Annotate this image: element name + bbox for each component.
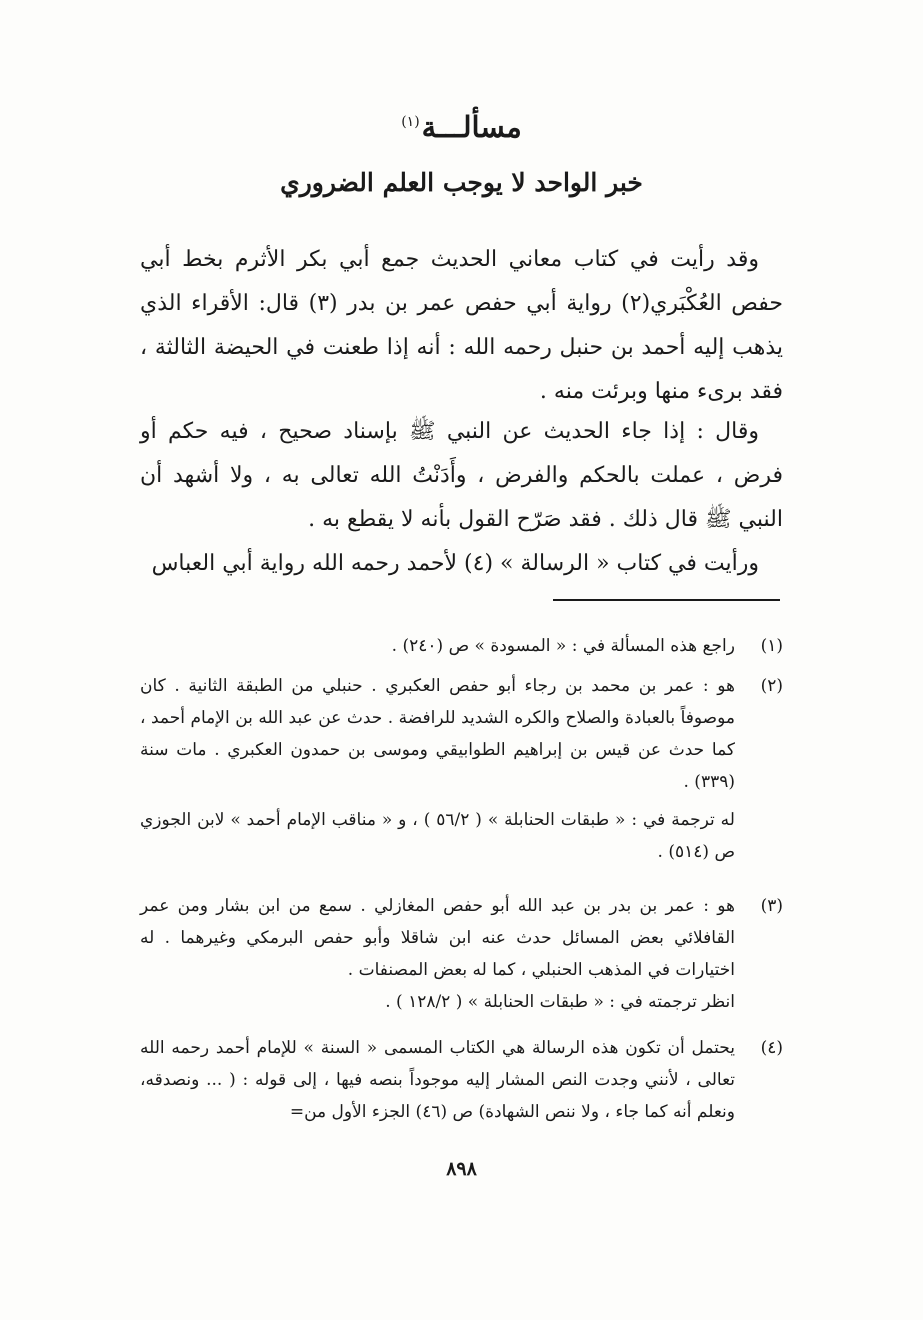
section-title-footnote-ref[interactable]: (١) — [401, 114, 420, 131]
footnote-separator — [553, 599, 780, 601]
footnote-3 — [140, 890, 783, 1018]
footnote-2 — [140, 670, 783, 868]
footnote-line: له ترجمة في : « طبقات الحنابلة » ( ٥٦/٢ ) ، و « مناقب الإمام أحمد » لابن الجوزي ص (٥١٤) . — [140, 810, 735, 862]
body-paragraph-3-text: ورأيت في كتاب « الرسالة » (٤) لأحمد رحمه الله رواية أبي العباس — [151, 551, 759, 576]
section-title-text: مسألـــة — [421, 110, 522, 144]
footnote-body — [140, 1032, 735, 1128]
footnote-number: (٢) — [760, 676, 783, 696]
footnote-body — [140, 630, 735, 662]
footnote-number: (٣) — [760, 896, 783, 916]
footnote-4 — [140, 1032, 783, 1128]
footnote-line: هو : عمر بن بدر بن عبد الله أبو حفص المغازلي . سمع من ابن بشار ومن عمر القافلائي بعض المسائل حدث عنه ابن شاقلا وأبو حفص البرمكي وغيرهما . له اختيارات في المذهب الحنبلي ، كما له بعض المصنفات . — [140, 896, 735, 980]
body-paragraph-1 — [140, 238, 783, 414]
footnote-line: هو : عمر بن محمد بن رجاء أبو حفص العكبري . حنبلي من الطبقة الثانية . كان موصوفاً بالعبادة والصلاح والكره الشديد للرافضة . حدث عن عبد الله بن الإمام أحمد ، كما حدث عن قيس بن إبراهيم الطوابيقي وموسى بن حمدون العكبري . مات سنة (٣٣٩) . — [140, 676, 735, 792]
footnote-line: انظر ترجمته في : « طبقات الحنابلة » ( ١٢٨/٢ ) . — [385, 992, 735, 1012]
section-title — [0, 110, 923, 144]
body-paragraph-3 — [140, 542, 783, 586]
footnote-line: يحتمل أن تكون هذه الرسالة هي الكتاب المسمى « السنة » للإمام أحمد رحمه الله تعالى ، لأنني وجدت النص المشار إليه موجوداً بنصه فيها ، إلى قوله : ( ... ونصدقه، ونعلم أنه كما جاء ، ولا ننص الشهادة) ص (٤٦) الجزء الأول من= — [140, 1038, 735, 1122]
footnote-number: (٤) — [760, 1038, 783, 1058]
body-paragraph-2 — [140, 410, 783, 542]
footnote-body — [140, 670, 735, 868]
footnote-body — [140, 890, 735, 1018]
body-paragraph-2-text: وقال : إذا جاء الحديث عن النبي ﷺ بإسناد صحيح ، فيه حكم أو فرض ، عملت بالحكم والفرض ، وأَدَنْتُ الله تعالى به ، ولا أشهد أن النبي ﷺ قال ذلك . فقد صَرّح القول بأنه لا يقطع به . — [140, 419, 783, 532]
footnote-number: (١) — [760, 636, 783, 656]
section-subtitle: خبر الواحد لا يوجب العلم الضروري — [280, 168, 643, 197]
footnote-1 — [140, 630, 783, 662]
page-number: ٨٩٨ — [446, 1158, 477, 1180]
footnote-line: راجع هذه المسألة في : « المسودة » ص (٢٤٠) . — [391, 636, 735, 656]
body-paragraph-1-text: وقد رأيت في كتاب معاني الحديث جمع أبي بكر الأثرم بخط أبي حفص العُكْبَري(٢) رواية أبي حفص عمر بن بدر (٣) قال: الأقراء الذي يذهب إليه أحمد بن حنبل رحمه الله : أنه إذا طعنت في الحيضة الثالثة ، فقد برىء منها وبرئت منه . — [140, 247, 783, 404]
